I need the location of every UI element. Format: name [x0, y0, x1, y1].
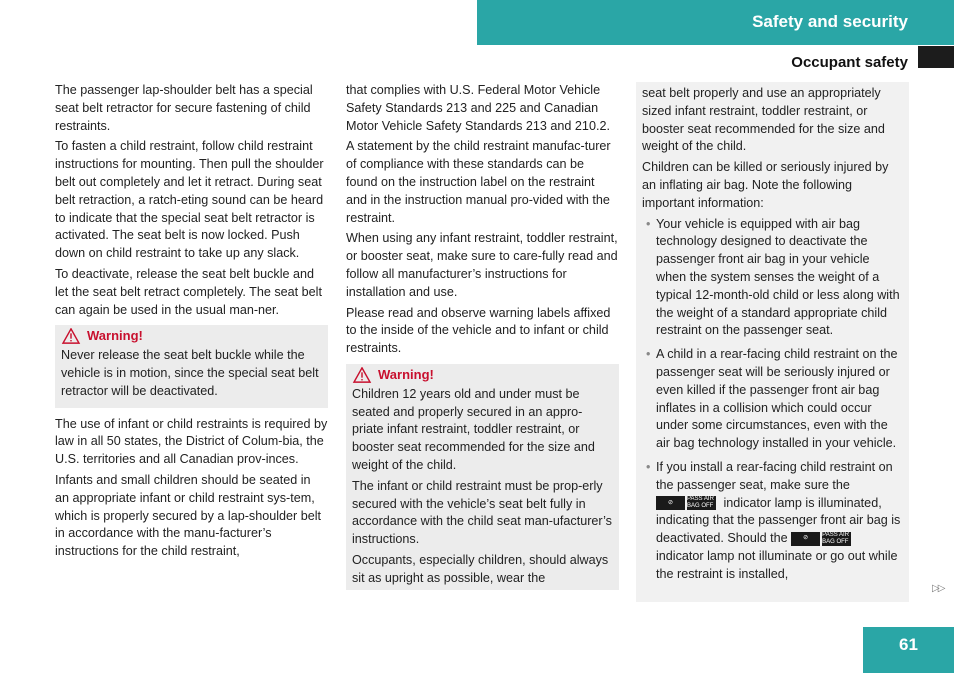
section-title: Safety and security: [752, 12, 908, 31]
warning-triangle-icon: [352, 367, 372, 383]
paragraph: When using any infant restraint, toddler restraint, or booster seat, make sure to care-fully read and follow all manufacturer’s instructions for installation and use.: [346, 231, 618, 299]
warning-title: Warning!: [87, 328, 143, 344]
paragraph: seat belt properly and use an appropriately sized infant restraint, toddler restraint, or booster seat recommended for the size and weight of the child.: [642, 86, 885, 154]
pass-air-bag-off-lamp-icon: ⊘ PASS AIR BAG OFF: [656, 496, 716, 510]
warning-box: [346, 364, 619, 590]
continue-arrows-icon: ▷▷: [932, 583, 944, 594]
child-seat-icon: ⊘: [656, 496, 685, 510]
bullet-list: [642, 216, 903, 584]
thumb-tab: [918, 46, 954, 68]
warning-text: Never release the seat belt buckle while the vehicle is in motion, since the special seat belt retractor will be deactivated.: [61, 348, 319, 398]
column-1: [55, 82, 328, 564]
paragraph: Infants and small children should be seated in an appropriate infant or child restraint sys-tem, which is properly secured by a lap-shoulder belt in accordance with the manu-facturer’s instructions for the child restraint,: [55, 472, 322, 559]
paragraph: The passenger lap-shoulder belt has a special seat belt retractor for secure fastening of child restraints.: [55, 83, 313, 133]
warning-text: The infant or child restraint must be prop-erly secured with the vehicle’s seat belt fully in accordance with the child seat man-ufacturer’s instructions.: [352, 478, 612, 547]
paragraph: A statement by the child restraint manufac-turer of compliance with these standards can be found on the instruction label on the restraint and in the instruction manual pro-vided with the restraint.: [346, 139, 611, 225]
page-number: 61: [863, 627, 954, 673]
paragraph: The use of infant or child restraints is required by law in all 50 states, the District of Colum-bia, the U.S. territories and all Canadian prov-inces.: [55, 416, 328, 467]
warning-text: Occupants, especially children, should always sit as upright as possible, wear the: [352, 552, 609, 585]
column-3-warning-continued: [636, 82, 909, 602]
paragraph: Children can be killed or seriously injured by an inflating air bag. Note the following important information:: [642, 160, 889, 210]
warning-box: [55, 325, 328, 407]
list-item: • If you install a rear-facing child restraint on the passenger seat, make sure the ⊘ PASS AIR BAG OFF indicator lamp is illuminated, indicating that the passenger front air bag is deactivated. Should the ⊘ PASS AIR BAG OFF indicator lamp not illuminate or go out while the restraint is installed,: [646, 459, 901, 581]
paragraph: To deactivate, release the seat belt buckle and let the seat belt retract completely. The seat belt can again be used in the usual man-ner.: [55, 266, 322, 317]
warning-title: Warning!: [378, 366, 434, 382]
warning-text: Children 12 years old and under must be seated and properly secured in an appro-priate infant restraint, toddler restraint, or booster seat recommended for the size and weight of the child.: [352, 386, 595, 472]
paragraph: that complies with U.S. Federal Motor Vehicle Safety Standards 213 and 225 and Canadian Motor Vehicle Safety Standards 213 and 210.2.: [346, 83, 610, 133]
section-header-bar: [477, 0, 954, 45]
list-item: • Your vehicle is equipped with air bag technology designed to deactivate the passenger front air bag in your vehicle when the system senses the weight of a typical 12-month-old child or less along with the weight of a standard appropriate child restraint on the passenger seat.: [646, 216, 900, 338]
warning-triangle-icon: [61, 328, 81, 344]
subsection-title: Occupant safety: [791, 54, 908, 71]
column-2: [346, 82, 619, 598]
pass-air-bag-off-lamp-icon: ⊘ PASS AIR BAG OFF: [791, 532, 851, 546]
list-item: • A child in a rear-facing child restraint on the passenger seat will be seriously injured or even killed if the passenger front air bag inflates in a collision which could occur under some circumstances, even with the air bag technology installed in your vehicle.: [646, 347, 898, 451]
child-seat-icon: ⊘: [791, 532, 820, 546]
paragraph: To fasten a child restraint, follow child restraint instructions for mounting. Then pull the shoulder belt out completely and let it retract. During seat belt retraction, a ratch-eting sound can be heard to indicate that the special seat belt retractor is activated. The seat belt is now locked. Push down on child restraint to take up any slack.: [55, 139, 324, 261]
paragraph: Please read and observe warning labels affixed to the inside of the vehicle and to infant or child restraints.: [346, 305, 611, 356]
